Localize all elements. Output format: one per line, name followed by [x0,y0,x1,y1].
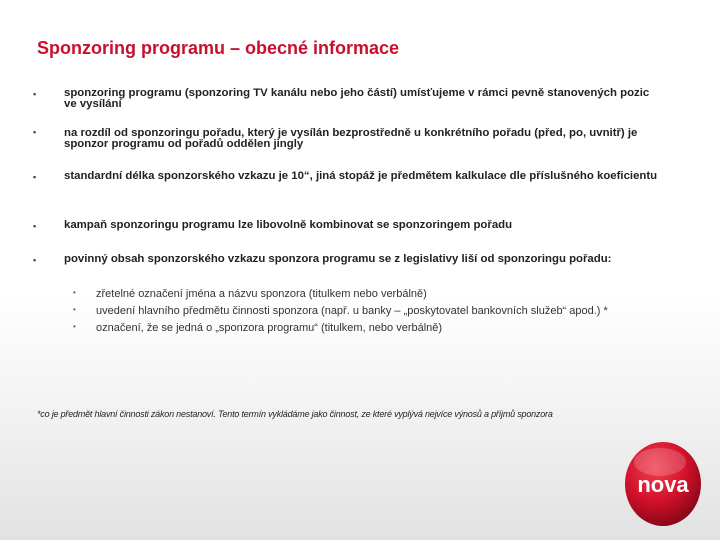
sub-bullet-marker: • [73,288,76,297]
bullet-item: povinný obsah sponzorského vzkazu sponzora programu se z legislativy liší od sponzoringu pořadu: [64,253,612,265]
bullet-marker: • [33,172,37,182]
logo-text: nova [637,472,689,497]
nova-logo-icon [618,426,708,531]
sub-bullet-item: uvedení hlavního předmětu činnosti sponzora (např. u banky – „poskytovatel bankovních služeb“ apod.) * [96,305,608,317]
bullet-marker: • [33,255,37,265]
bullet-item: sponzoring programu (sponzoring TV kanálu nebo jeho částí) umísťujeme v rámci pevně stanovených pozic ve vysílání [64,87,650,110]
bullet-marker: • [33,221,37,231]
bullet-item: kampaň sponzoringu programu lze libovolně kombinovat se sponzoringem pořadu [64,219,513,231]
bullet-marker: • [33,89,37,99]
footnote: *co je předmět hlavní činnosti zákon nestanoví. Tento termín vykládáme jako činnost, ze které vyplývá nejvíce výnosů a příjmů sponzora [37,409,553,419]
sub-bullet-marker: • [73,305,76,314]
sub-bullet-item: zřetelné označení jména a názvu sponzora (titulkem nebo verbálně) [96,288,427,300]
bullet-item: standardní délka sponzorského vzkazu je 10“, jiná stopáž je předmětem kalkulace dle příslušného koeficientu [64,170,658,182]
page-title: Sponzoring programu – obecné informace [37,38,400,58]
bullet-marker: • [33,127,37,137]
bullet-item: na rozdíl od sponzoringu pořadu, který je vysílán bezprostředně u konkrétního pořadu (před, po, uvnitř) je sponzor programu od pořadů oddělen jingly [64,127,638,150]
sub-bullet-item: označení, že se jedná o „sponzora programu“ (titulkem, nebo verbálně) [96,322,443,334]
sub-bullet-marker: • [73,322,76,331]
